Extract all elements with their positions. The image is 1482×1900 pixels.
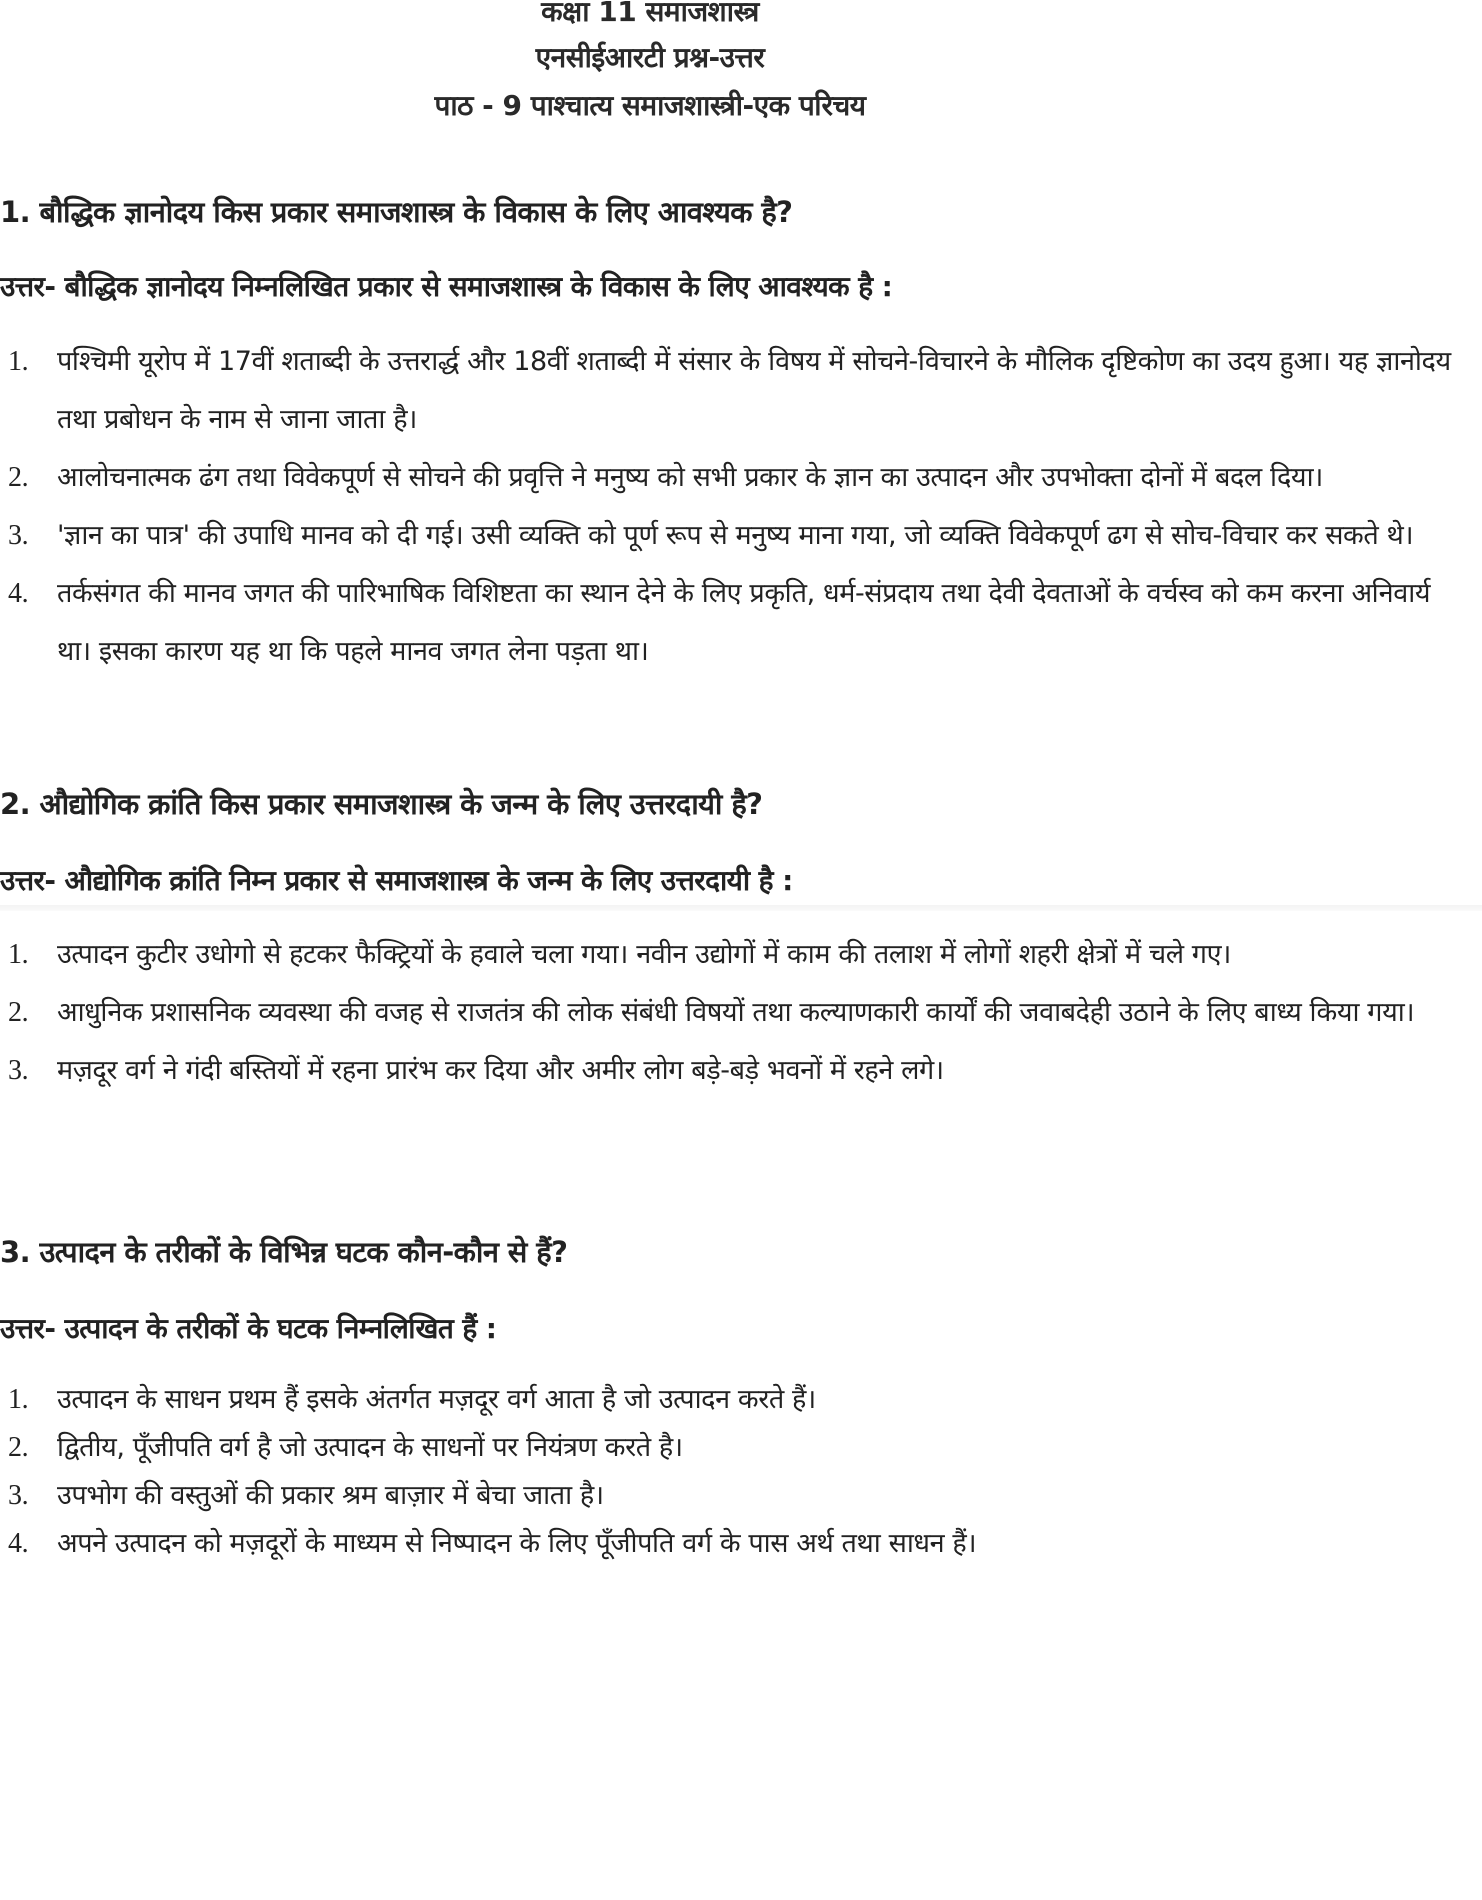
list-item: 3. 'ज्ञान का पात्र' की उपाधि मानव को दी गई। उसी व्यक्ति को पूर्ण रूप से मनुष्य माना गया, जो व्यक्ति विवेकपूर्ण ढग से सोच-विचार कर सकते थे। [8, 520, 1414, 551]
list-item: 3. उपभोग की वस्तुओं की प्रकार श्रम बाज़ार में बेचा जाता है। [8, 1480, 604, 1511]
chapter-title: पाठ - 9 पाश्चात्य समाजशास्त्री-एक परिचय [434, 89, 866, 122]
answer-3-list [0, 1376, 1480, 1568]
answer-1-intro: उत्तर- बौद्धिक ज्ञानोदय निम्नलिखित प्रकार से समाजशास्त्र के विकास के लिए आवश्यक है : [0, 270, 893, 303]
list-item: 2. द्वितीय, पूँजीपति वर्ग है जो उत्पादन के साधनों पर नियंत्रण करते है। [8, 1432, 683, 1463]
question-1-heading: 1. बौद्धिक ज्ञानोदय किस प्रकार समाजशास्त्र के विकास के लिए आवश्यक है? [0, 195, 793, 229]
list-item: 3. मज़दूर वर्ग ने गंदी बस्तियों में रहना प्रारंभ कर दिया और अमीर लोग बड़े-बड़े भवनों में रहने लगे। [8, 1055, 944, 1086]
section-divider [0, 905, 1482, 911]
answer-2-list [0, 926, 1480, 1100]
list-item: 1. उत्पादन कुटीर उधोगो से हटकर फैक्ट्रियों के हवाले चला गया। नवीन उद्योगों में काम की तलाश में लोगों शहरी क्षेत्रों में चले गए। [8, 939, 1231, 970]
list-item: 2. आधुनिक प्रशासनिक व्यवस्था की वजह से राजतंत्र की लोक संबंधी विषयों तथा कल्याणकारी कार्यों की जवाबदेही उठाने के लिए बाध्य किया गया। [8, 997, 1415, 1028]
question-3-heading: 3. उत्पादन के तरीकों के विभिन्न घटक कौन-कौन से हैं? [0, 1235, 568, 1269]
answer-2-intro: उत्तर- औद्योगिक क्रांति निम्न प्रकार से समाजशास्त्र के जन्म के लिए उत्तरदायी है : [0, 864, 793, 897]
list-item: 4. अपने उत्पादन को मज़दूरों के माध्यम से निष्पादन के लिए पूँजीपति वर्ग के पास अर्थ तथा साधन हैं। [8, 1528, 977, 1559]
list-item: 4. तर्कसंगत की मानव जगत की पारिभाषिक विशिष्टता का स्थान देने के लिए प्रकृति, धर्म-संप्रदाय तथा देवी देवताओं के वर्चस्व को कम करना अनिवार्य था। इसका कारण यह था कि पहले मानव जगत लेना पड़ता था। [8, 578, 1431, 667]
list-item: 2. आलोचनात्मक ढंग तथा विवेकपूर्ण से सोचने की प्रवृत्ति ने मनुष्य को सभी प्रकार के ज्ञान का उत्पादन और उपभोक्ता दोनों में बदल दिया। [8, 462, 1324, 493]
list-item: 1. पश्चिमी यूरोप में 17वीं शताब्दी के उत्तरार्द्ध और 18वीं शताब्दी में संसार के विषय में सोचने-विचारने के मौलिक दृष्टिकोण का उदय हुआ। यह ज्ञानोदय तथा प्रबोधन के नाम से जाना जाता है। [8, 346, 1451, 435]
answer-3-intro: उत्तर- उत्पादन के तरीकों के घटक निम्नलिखित हैं : [0, 1312, 497, 1345]
class-subject-title: कक्षा 11 समाजशास्त्र [541, 0, 759, 28]
series-title: एनसीईआरटी प्रश्न-उत्तर [535, 41, 765, 74]
answer-1-list [0, 333, 1480, 681]
question-2-heading: 2. औद्योगिक क्रांति किस प्रकार समाजशास्त्र के जन्म के लिए उत्तरदायी है? [0, 787, 763, 821]
list-item: 1. उत्पादन के साधन प्रथम हैं इसके अंतर्गत मज़दूर वर्ग आता है जो उत्पादन करते हैं। [8, 1384, 816, 1415]
